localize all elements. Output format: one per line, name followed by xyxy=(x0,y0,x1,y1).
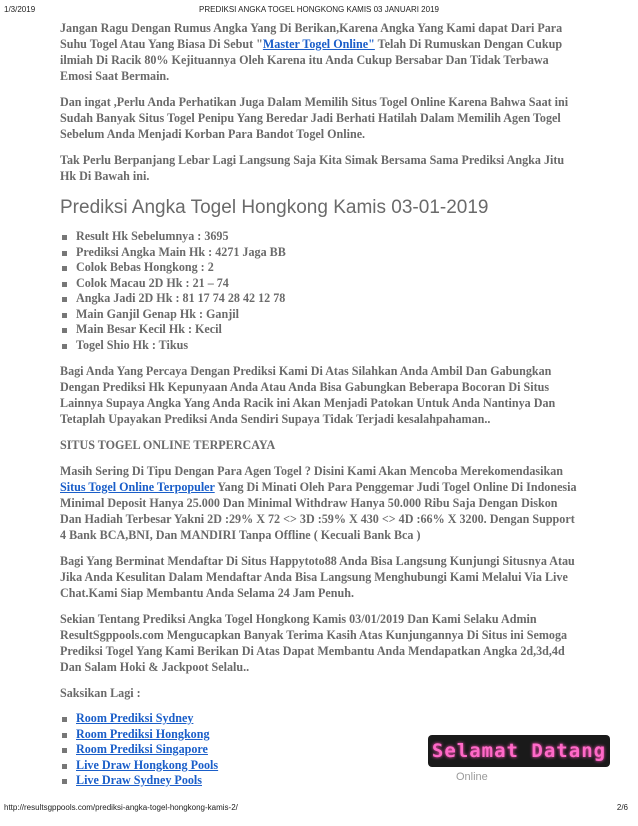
paragraph-closing: Sekian Tentang Prediksi Angka Togel Hongkong Kamis 03/01/2019 Dan Kami Selaku Admin ResultSgppools.com Mengucapkan Banyak Terima Kasih Atas Kunjungannya Di Situs ini Semoga Prediksi Togel Yang Kami Berikan Di Atas Dapat Membantu Anda Mendapatkan Angka 2d,3d,4d Dan Salam Hoki & Jackpoot Selalu.. xyxy=(60,612,568,674)
bullet-icon xyxy=(62,282,67,287)
section-heading: SITUS TOGEL ONLINE TERPERCAYA xyxy=(60,438,276,452)
bullet-icon xyxy=(62,733,67,738)
paragraph-intro: Jangan Ragu Dengan Rumus Angka Yang Di Berikan,Karena Angka Yang Kami dapat Dari Para Suhu Togel Atau Yang Biasa Di Sebut "Master Togel Online" Telah Di Rumuskan Dengan Cukup ilmiah Di Racik 80% Kejituannya Oleh Karena itu Anda Cukup Bersabar Dan Tidak Terbawa Emosi Saat Bermain. xyxy=(60,21,563,83)
print-title: PREDIKSI ANGKA TOGEL HONGKONG KAMIS 03 JANUARI 2019 xyxy=(199,5,439,14)
bullet-icon xyxy=(62,717,67,722)
bullet-icon xyxy=(62,297,67,302)
link-room-singapore[interactable]: Room Prediksi Singapore xyxy=(76,742,208,756)
list-item: Main Ganjil Genap Hk : Ganjil xyxy=(76,307,580,323)
online-status: Online xyxy=(456,771,488,783)
link-live-hongkong[interactable]: Live Draw Hongkong Pools xyxy=(76,757,219,772)
page-url: http://resultsgppools.com/prediksi-angka-togel-hongkong-kamis-2/ xyxy=(4,803,238,812)
list-item: Angka Jadi 2D Hk : 81 17 74 28 42 12 78 xyxy=(76,291,580,307)
bullet-icon xyxy=(62,266,67,271)
link-room-sydney[interactable]: Room Prediksi Sydney xyxy=(76,711,194,725)
paragraph-lead: Tak Perlu Berpanjang Lebar Lagi Langsung Saja Kita Simak Bersama Sama Prediksi Angka Jitu Hk Di Bawah ini. xyxy=(60,153,565,183)
prediction-list xyxy=(60,229,580,353)
bullet-icon xyxy=(62,328,67,333)
chat-widget[interactable] xyxy=(428,735,618,795)
bullet-icon xyxy=(62,251,67,256)
paragraph-warning: Dan ingat ,Perlu Anda Perhatikan Juga Dalam Memilih Situs Togel Online Karena Bahwa Saat ini Sudah Banyak Situs Togel Penipu Yang Beredar Jadi Berhati Hatilah Dalam Memilih Agen Togel Sebelum Anda Menjadi Korban Para Bandot Togel Online. xyxy=(60,95,569,141)
bullet-icon xyxy=(62,764,67,769)
paragraph-advice: Bagi Anda Yang Percaya Dengan Prediksi Kami Di Atas Silahkan Anda Ambil Dan Gabungkan Dengan Prediksi Hk Kepunyaan Anda Atau Anda Bisa Gabungkan Beberapa Bocoran Di Situs Lainnya Supaya Angka Yang Anda Racik ini Akan Menjadi Patokan Untuk Anda Nantinya Dan Tetaplah Upayakan Prediksi Anda Sendiri Supaya Tidak Terjadi kesalahpahaman.. xyxy=(60,364,556,426)
article-content xyxy=(60,20,580,799)
link-live-sydney[interactable]: Live Draw Sydney Pools xyxy=(76,773,202,787)
page-title: Prediksi Angka Togel Hongkong Kamis 03-01-2019 xyxy=(60,197,489,218)
list-item: Togel Shio Hk : Tikus xyxy=(76,338,580,354)
paragraph-see-also: Saksikan Lagi : xyxy=(60,686,141,700)
situs-togel-link[interactable]: Situs Togel Online Terpopuler xyxy=(60,480,215,494)
link-room-hongkong[interactable]: Room Prediksi Hongkong xyxy=(76,726,210,741)
print-header xyxy=(0,5,638,17)
print-date: 1/3/2019 xyxy=(4,5,36,14)
paragraph-register: Bagi Yang Berminat Mendaftar Di Situs Happytoto88 Anda Bisa Langsung Kunjungi Situsnya Atau Jika Anda Kesulitan Dalam Mendaftar Anda Bisa Langsung Menghubungi Kami Melalui Via Live Chat.Kami Siap Membantu Anda Selama 24 Jam Penuh. xyxy=(60,554,575,600)
list-item: Result Hk Sebelumnya : 3695 xyxy=(76,229,580,245)
bullet-icon xyxy=(62,748,67,753)
page-number: 2/6 xyxy=(616,803,628,812)
list-item: Colok Macau 2D Hk : 21 – 74 xyxy=(76,276,580,292)
list-item: Prediksi Angka Main Hk : 4271 Jaga BB xyxy=(76,245,580,261)
bullet-icon xyxy=(62,344,67,349)
list-item xyxy=(76,711,580,727)
bullet-icon xyxy=(62,779,67,784)
bullet-icon xyxy=(62,313,67,318)
welcome-banner[interactable]: Selamat Datang xyxy=(428,735,610,767)
paragraph-recommend: Masih Sering Di Tipu Dengan Para Agen Togel ? Disini Kami Akan Mencoba Merekomendasikan Situs Togel Online Terpopuler Yang Di Minati Oleh Para Penggemar Judi Togel Online Di Indonesia Minimal Deposit Hanya 25.000 Dan Minimal Withdraw Hanya 50.000 Ribu Saja Dengan Diskon Dan Hadiah Terbesar Yakni 2D :29% X 72 <> 3D :59% X 430 <> 4D :66% X 3200. Dengan Support 4 Bank BCA,BNI, Dan MANDIRI Tanpa Offline ( Kecuali Bank Bca ) xyxy=(60,464,577,542)
bullet-icon xyxy=(62,235,67,240)
print-footer xyxy=(0,803,638,815)
list-item: Main Besar Kecil Hk : Kecil xyxy=(76,322,580,338)
list-item: Colok Bebas Hongkong : 2 xyxy=(76,260,580,276)
master-togel-link[interactable]: Master Togel Online" xyxy=(262,37,375,51)
